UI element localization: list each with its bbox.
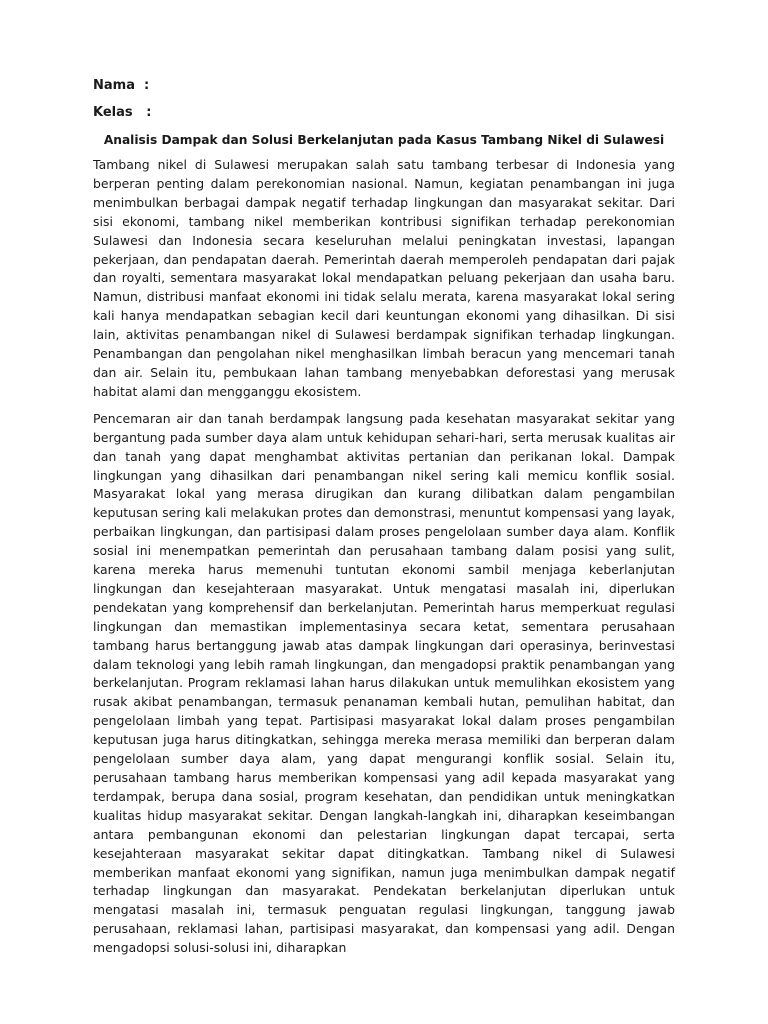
document-page <box>93 76 675 966</box>
kelas-field-label: Kelas : <box>93 105 152 120</box>
paragraph-2: Pencemaran air dan tanah berdampak langsung pada kesehatan masyarakat sekitar yang bergantung pada sumber daya alam untuk kehidupan sehari-hari, serta merusak kualitas air dan tanah yang dapat menghambat aktivitas pertanian dan perikanan lokal. Dampak lingkungan yang dihasilkan dari penambangan nikel sering kali memicu konflik sosial. Masyarakat lokal yang merasa dirugikan dan kurang dilibatkan dalam pengambilan keputusan sering kali melakukan protes dan demonstrasi, menuntut kompensasi yang layak, perbaikan lingkungan, dan partisipasi dalam proses pengelolaan sumber daya alam. Konflik sosial ini menempatkan pemerintah dan perusahaan tambang dalam posisi yang sulit, karena mereka harus memenuhi tuntutan ekonomi sambil menjaga keberlanjutan lingkungan dan kesejahteraan masyarakat. Untuk mengatasi masalah ini, diperlukan pendekatan yang komprehensif dan berkelanjutan. Pemerintah harus memperkuat regulasi lingkungan dan memastikan implementasinya secara ketat, sementara perusahaan tambang harus bertanggung jawab atas dampak lingkungan dari operasinya, berinvestasi dalam teknologi yang lebih ramah lingkungan, dan mengadopsi praktik penambangan yang berkelanjutan. Program reklamasi lahan harus dilakukan untuk memulihkan ekosistem yang rusak akibat penambangan, termasuk penanaman kembali hutan, pemulihan habitat, dan pengelolaan limbah yang tepat. Partisipasi masyarakat lokal dalam proses pengambilan keputusan juga harus ditingkatkan, sehingga mereka merasa memiliki dan berperan dalam pengelolaan sumber daya alam, yang dapat mengurangi konflik sosial. Selain itu, perusahaan tambang harus memberikan kompensasi yang adil kepada masyarakat yang terdampak, berupa dana sosial, program kesehatan, dan pendidikan untuk meningkatkan kualitas hidup masyarakat sekitar. Dengan langkah-langkah ini, diharapkan keseimbangan antara pembangunan ekonomi dan pelestarian lingkungan dapat tercapai, serta kesejahteraan masyarakat sekitar dapat ditingkatkan. Tambang nikel di Sulawesi memberikan manfaat ekonomi yang signifikan, namun juga menimbulkan dampak negatif terhadap lingkungan dan masyarakat. Pendekatan berkelanjutan diperlukan untuk mengatasi masalah ini, termasuk penguatan regulasi lingkungan, tanggung jawab perusahaan, reklamasi lahan, partisipasi masyarakat, dan kompensasi yang adil. Dengan mengadopsi solusi-solusi ini, diharapkan <box>93 410 675 956</box>
nama-field-label: Nama : <box>93 78 150 93</box>
document-title: Analisis Dampak dan Solusi Berkelanjutan pada Kasus Tambang Nikel di Sulawesi <box>103 133 665 147</box>
paragraph-1: Tambang nikel di Sulawesi merupakan salah satu tambang terbesar di Indonesia yang berperan penting dalam perekonomian nasional. Namun, kegiatan penambangan ini juga menimbulkan berbagai dampak negatif terhadap lingkungan dan masyarakat sekitar. Dari sisi ekonomi, tambang nikel memberikan kontribusi signifikan terhadap perekonomian Sulawesi dan Indonesia secara keseluruhan melalui peningkatan investasi, lapangan pekerjaan, dan pendapatan daerah. Pemerintah daerah memperoleh pendapatan dari pajak dan royalti, sementara masyarakat lokal mendapatkan peluang pekerjaan dan usaha baru. Namun, distribusi manfaat ekonomi ini tidak selalu merata, karena masyarakat lokal sering kali hanya mendapatkan sebagian kecil dari keuntungan ekonomi yang dihasilkan. Di sisi lain, aktivitas penambangan nikel di Sulawesi berdampak signifikan terhadap lingkungan. Penambangan dan pengolahan nikel menghasilkan limbah beracun yang mencemari tanah dan air. Selain itu, pembukaan lahan tambang menyebabkan deforestasi yang merusak habitat alami dan mengganggu ekosistem. <box>93 157 675 399</box>
